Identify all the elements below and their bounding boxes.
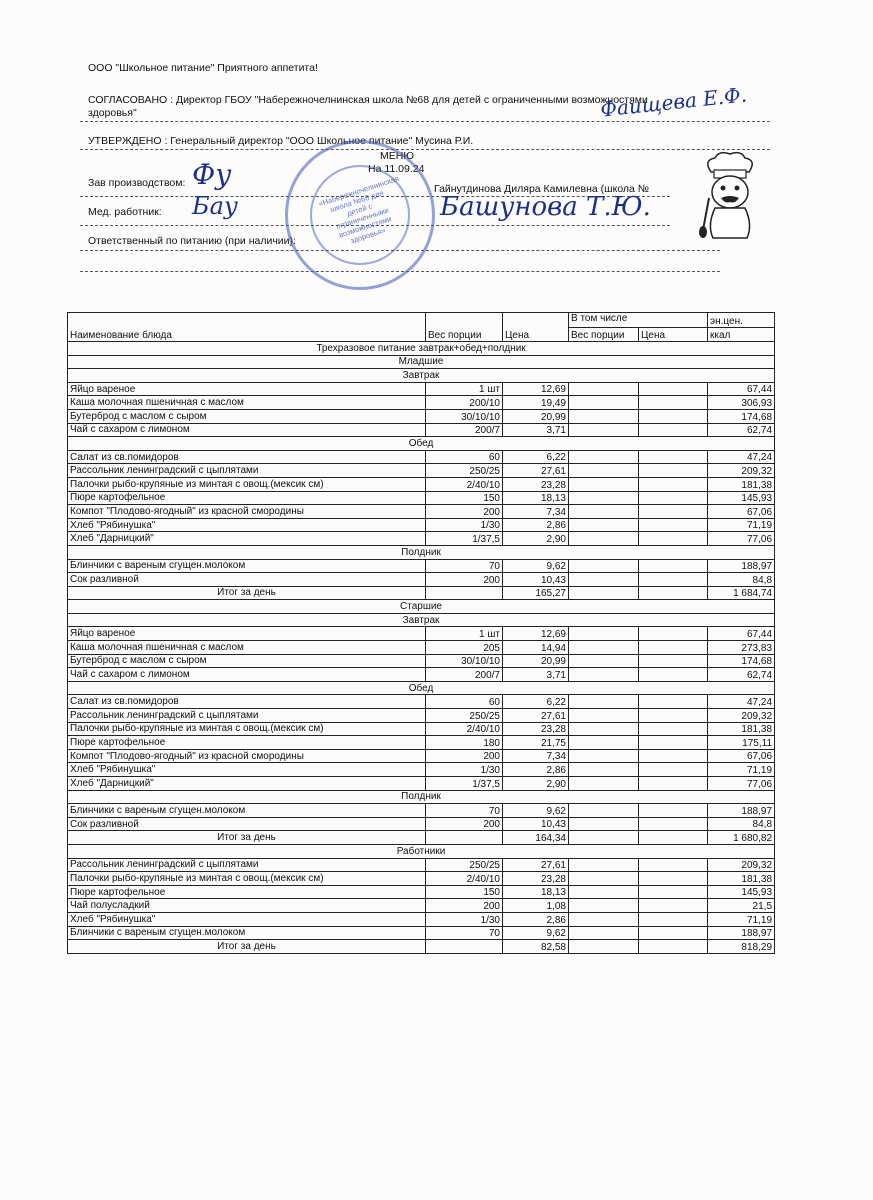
dish-name: Чай с сахаром с лимоном	[68, 668, 426, 682]
energy-kcal: 145,93	[708, 491, 775, 505]
table-row	[68, 532, 775, 546]
energy-kcal: 188,97	[708, 804, 775, 818]
portion-weight: 1/37,5	[426, 532, 503, 546]
total-row	[68, 940, 775, 954]
included-price	[639, 777, 708, 791]
group-seniors	[68, 600, 775, 614]
portion-weight: 200	[426, 505, 503, 519]
total-included-weight	[569, 831, 639, 845]
portion-weight: 200/7	[426, 423, 503, 437]
table-row	[68, 899, 775, 913]
energy-kcal: 47,24	[708, 695, 775, 709]
included-weight	[569, 709, 639, 723]
included-weight	[569, 532, 639, 546]
energy-kcal: 181,38	[708, 872, 775, 886]
section-label: Завтрак	[68, 613, 775, 627]
portion-weight: 1/30	[426, 518, 503, 532]
included-weight	[569, 641, 639, 655]
price: 23,28	[503, 872, 569, 886]
director-signature: Фаищева Е.Ф.	[599, 82, 748, 122]
total-price: 165,27	[503, 586, 569, 600]
energy-kcal: 77,06	[708, 532, 775, 546]
divider	[80, 149, 770, 150]
included-weight	[569, 382, 639, 396]
energy-kcal: 47,24	[708, 450, 775, 464]
meal-breakfast	[68, 369, 775, 383]
table-row	[68, 885, 775, 899]
dish-name: Компот "Плодово-ягодный" из красной смородины	[68, 749, 426, 763]
table-row	[68, 450, 775, 464]
table-row	[68, 396, 775, 410]
price: 10,43	[503, 817, 569, 831]
included-weight	[569, 654, 639, 668]
energy-kcal: 188,97	[708, 926, 775, 940]
table-row	[68, 409, 775, 423]
dish-name: Пюре картофельное	[68, 736, 426, 750]
dish-name: Хлеб "Рябинушка"	[68, 912, 426, 926]
energy-kcal: 174,68	[708, 654, 775, 668]
section-label: Работники	[68, 844, 775, 858]
medic-signature-initials: Бау	[192, 192, 238, 220]
price: 6,22	[503, 450, 569, 464]
included-price	[639, 559, 708, 573]
dish-name: Салат из св.помидоров	[68, 695, 426, 709]
included-price	[639, 382, 708, 396]
portion-weight: 60	[426, 450, 503, 464]
price: 27,61	[503, 858, 569, 872]
price: 3,71	[503, 668, 569, 682]
stamp-text: «Набережночелнинская школа №68 для детей с ограниченными возможностями здоровья»	[317, 173, 400, 246]
included-price	[639, 912, 708, 926]
included-price	[639, 668, 708, 682]
production-label: Зав производством:	[88, 177, 186, 189]
price: 18,13	[503, 885, 569, 899]
included-weight	[569, 912, 639, 926]
menu-title: МЕНЮ	[380, 150, 414, 162]
portion-weight: 250/25	[426, 858, 503, 872]
dish-name: Компот "Плодово-ягодный" из красной смородины	[68, 505, 426, 519]
menu-date: На 11.09.24	[368, 163, 425, 175]
included-weight	[569, 695, 639, 709]
section-label: Обед	[68, 681, 775, 695]
price: 9,62	[503, 804, 569, 818]
total-row	[68, 586, 775, 600]
portion-weight: 150	[426, 885, 503, 899]
chef-icon	[697, 150, 763, 240]
included-price	[639, 749, 708, 763]
table-row	[68, 804, 775, 818]
total-label: Итог за день	[68, 831, 426, 845]
included-weight	[569, 464, 639, 478]
table-row	[68, 736, 775, 750]
dish-name: Блинчики с вареным сгущен.молоком	[68, 926, 426, 940]
portion-weight: 2/40/10	[426, 722, 503, 736]
header-included-weight: Вес порции	[569, 327, 639, 342]
portion-weight: 1 шт	[426, 627, 503, 641]
dish-name: Яйцо вареное	[68, 627, 426, 641]
header-kcal: эн.цен.	[708, 313, 775, 328]
table-row	[68, 668, 775, 682]
energy-kcal: 181,38	[708, 722, 775, 736]
included-price	[639, 573, 708, 587]
included-price	[639, 695, 708, 709]
table-row	[68, 777, 775, 791]
portion-weight: 205	[426, 641, 503, 655]
dish-name: Яйцо вареное	[68, 382, 426, 396]
table-row	[68, 382, 775, 396]
table-row	[68, 491, 775, 505]
dish-name: Пюре картофельное	[68, 491, 426, 505]
section-label: Старшие	[68, 600, 775, 614]
price: 20,99	[503, 654, 569, 668]
group-workers	[68, 844, 775, 858]
included-weight	[569, 450, 639, 464]
table-row	[68, 722, 775, 736]
header-weight: Вес порции	[426, 313, 503, 342]
portion-weight: 200/10	[426, 396, 503, 410]
included-price	[639, 627, 708, 641]
energy-kcal: 84,8	[708, 817, 775, 831]
price: 12,69	[503, 382, 569, 396]
included-price	[639, 409, 708, 423]
total-label: Итог за день	[68, 586, 426, 600]
included-weight	[569, 477, 639, 491]
price: 6,22	[503, 695, 569, 709]
portion-weight: 2/40/10	[426, 872, 503, 886]
energy-kcal: 71,19	[708, 763, 775, 777]
table-row	[68, 464, 775, 478]
included-weight	[569, 804, 639, 818]
included-weight	[569, 505, 639, 519]
included-weight	[569, 627, 639, 641]
portion-weight: 60	[426, 695, 503, 709]
portion-weight: 200/7	[426, 668, 503, 682]
included-price	[639, 464, 708, 478]
dish-name: Чай полусладкий	[68, 899, 426, 913]
table-row	[68, 423, 775, 437]
medic-label: Мед. работник:	[88, 206, 162, 218]
dish-name: Салат из св.помидоров	[68, 450, 426, 464]
section-label: Полдник	[68, 545, 775, 559]
dish-name: Бутерброд с маслом с сыром	[68, 409, 426, 423]
header-included-price: Цена	[639, 327, 708, 342]
menu-title-row	[68, 342, 775, 356]
total-kcal: 1 684,74	[708, 586, 775, 600]
included-price	[639, 926, 708, 940]
energy-kcal: 188,97	[708, 559, 775, 573]
energy-kcal: 67,06	[708, 505, 775, 519]
total-kcal: 818,29	[708, 940, 775, 954]
portion-weight: 70	[426, 926, 503, 940]
included-weight	[569, 559, 639, 573]
energy-kcal: 175,11	[708, 736, 775, 750]
approved-line-2: здоровья"	[88, 107, 137, 119]
portion-weight: 250/25	[426, 709, 503, 723]
portion-weight: 70	[426, 559, 503, 573]
table-row	[68, 654, 775, 668]
included-weight	[569, 423, 639, 437]
included-weight	[569, 858, 639, 872]
included-price	[639, 518, 708, 532]
total-included-weight	[569, 586, 639, 600]
table-row	[68, 912, 775, 926]
price: 14,94	[503, 641, 569, 655]
included-weight	[569, 396, 639, 410]
table-row	[68, 763, 775, 777]
price: 3,71	[503, 423, 569, 437]
included-weight	[569, 899, 639, 913]
price: 18,13	[503, 491, 569, 505]
total-included-price	[639, 831, 708, 845]
included-weight	[569, 817, 639, 831]
total-weight	[426, 586, 503, 600]
included-weight	[569, 518, 639, 532]
price: 9,62	[503, 926, 569, 940]
portion-weight: 1/30	[426, 763, 503, 777]
included-weight	[569, 763, 639, 777]
included-price	[639, 872, 708, 886]
included-price	[639, 709, 708, 723]
price: 1,08	[503, 899, 569, 913]
total-price: 164,34	[503, 831, 569, 845]
included-weight	[569, 777, 639, 791]
energy-kcal: 21,5	[708, 899, 775, 913]
included-price	[639, 423, 708, 437]
portion-weight: 180	[426, 736, 503, 750]
included-weight	[569, 736, 639, 750]
production-name: Гайнутдинова Диляра Камилевна (школа №	[434, 183, 650, 195]
divider	[80, 121, 770, 122]
portion-weight: 200	[426, 573, 503, 587]
group-juniors	[68, 355, 775, 369]
portion-weight: 1/30	[426, 912, 503, 926]
table-row	[68, 709, 775, 723]
price: 19,49	[503, 396, 569, 410]
portion-weight: 1 шт	[426, 382, 503, 396]
medic-signature: Башунова Т.Ю.	[440, 192, 651, 222]
dish-name: Каша молочная пшеничная с маслом	[68, 641, 426, 655]
total-included-price	[639, 940, 708, 954]
included-price	[639, 858, 708, 872]
price: 2,90	[503, 532, 569, 546]
total-included-price	[639, 586, 708, 600]
table-row	[68, 695, 775, 709]
dish-name: Палочки рыбо-крупяные из минтая с овощ.(мексик см)	[68, 477, 426, 491]
energy-kcal: 67,44	[708, 627, 775, 641]
total-price: 82,58	[503, 940, 569, 954]
energy-kcal: 62,74	[708, 668, 775, 682]
included-weight	[569, 573, 639, 587]
included-price	[639, 532, 708, 546]
price: 2,86	[503, 912, 569, 926]
price: 21,75	[503, 736, 569, 750]
price: 7,34	[503, 749, 569, 763]
portion-weight: 200	[426, 899, 503, 913]
section-label: Обед	[68, 437, 775, 451]
price: 23,28	[503, 722, 569, 736]
price: 9,62	[503, 559, 569, 573]
included-price	[639, 804, 708, 818]
section-label: Трехразовое питание завтрак+обед+полдник	[68, 342, 775, 356]
meal-breakfast	[68, 613, 775, 627]
included-weight	[569, 926, 639, 940]
included-price	[639, 491, 708, 505]
included-weight	[569, 749, 639, 763]
dish-name: Хлеб "Дарницкий"	[68, 532, 426, 546]
meal-lunch	[68, 437, 775, 451]
included-weight	[569, 668, 639, 682]
energy-kcal: 209,32	[708, 464, 775, 478]
meal-snack	[68, 545, 775, 559]
included-weight	[569, 885, 639, 899]
included-weight	[569, 722, 639, 736]
included-weight	[569, 409, 639, 423]
total-row	[68, 831, 775, 845]
meal-snack	[68, 790, 775, 804]
table-header-row	[68, 313, 775, 328]
portion-weight: 30/10/10	[426, 409, 503, 423]
total-weight	[426, 940, 503, 954]
table-row	[68, 518, 775, 532]
energy-kcal: 84,8	[708, 573, 775, 587]
energy-kcal: 71,19	[708, 912, 775, 926]
portion-weight: 70	[426, 804, 503, 818]
energy-kcal: 145,93	[708, 885, 775, 899]
price: 12,69	[503, 627, 569, 641]
portion-weight: 250/25	[426, 464, 503, 478]
dish-name: Хлеб "Рябинушка"	[68, 763, 426, 777]
included-price	[639, 477, 708, 491]
dish-name: Хлеб "Дарницкий"	[68, 777, 426, 791]
dish-name: Сок разливной	[68, 817, 426, 831]
energy-kcal: 306,93	[708, 396, 775, 410]
energy-kcal: 181,38	[708, 477, 775, 491]
included-price	[639, 450, 708, 464]
energy-kcal: 67,06	[708, 749, 775, 763]
included-price	[639, 396, 708, 410]
price: 27,61	[503, 709, 569, 723]
total-weight	[426, 831, 503, 845]
portion-weight: 30/10/10	[426, 654, 503, 668]
included-price	[639, 505, 708, 519]
table-row	[68, 641, 775, 655]
dish-name: Блинчики с вареным сгущен.молоком	[68, 559, 426, 573]
price: 2,86	[503, 518, 569, 532]
included-price	[639, 763, 708, 777]
portion-weight: 1/37,5	[426, 777, 503, 791]
section-label: Младшие	[68, 355, 775, 369]
energy-kcal: 67,44	[708, 382, 775, 396]
dish-name: Сок разливной	[68, 573, 426, 587]
included-price	[639, 654, 708, 668]
dish-name: Рассольник ленинградский с цыплятами	[68, 709, 426, 723]
included-price	[639, 885, 708, 899]
energy-kcal: 77,06	[708, 777, 775, 791]
included-price	[639, 722, 708, 736]
approved-line-1: СОГЛАСОВАНО : Директор ГБОУ "Набережночелнинская школа №68 для детей с ограниченными возможностями	[88, 94, 648, 106]
portion-weight: 200	[426, 749, 503, 763]
table-row	[68, 749, 775, 763]
table-row	[68, 573, 775, 587]
energy-kcal: 71,19	[708, 518, 775, 532]
dish-name: Пюре картофельное	[68, 885, 426, 899]
dish-name: Палочки рыбо-крупяные из минтая с овощ.(мексик см)	[68, 872, 426, 886]
company-line: ООО "Школьное питание" Приятного аппетита!	[88, 62, 318, 74]
table-row	[68, 858, 775, 872]
portion-weight: 150	[426, 491, 503, 505]
table-row	[68, 477, 775, 491]
dish-name: Каша молочная пшеничная с маслом	[68, 396, 426, 410]
included-price	[639, 736, 708, 750]
price: 10,43	[503, 573, 569, 587]
dish-name: Хлеб "Рябинушка"	[68, 518, 426, 532]
price: 2,86	[503, 763, 569, 777]
header-price: Цена	[503, 313, 569, 342]
round-stamp	[285, 140, 435, 290]
header-kcal-unit: ккал	[708, 327, 775, 342]
responsible-label: Ответственный по питанию (при наличии):	[88, 235, 296, 247]
price: 20,99	[503, 409, 569, 423]
table-row	[68, 926, 775, 940]
included-price	[639, 817, 708, 831]
table-row	[68, 872, 775, 886]
header-name: Наименование блюда	[68, 313, 426, 342]
price: 27,61	[503, 464, 569, 478]
table-row	[68, 817, 775, 831]
dish-name: Бутерброд с маслом с сыром	[68, 654, 426, 668]
energy-kcal: 174,68	[708, 409, 775, 423]
dish-name: Рассольник ленинградский с цыплятами	[68, 858, 426, 872]
portion-weight: 200	[426, 817, 503, 831]
energy-kcal: 209,32	[708, 858, 775, 872]
header-included: В том числе	[569, 313, 708, 328]
section-label: Полдник	[68, 790, 775, 804]
menu-table	[67, 312, 775, 954]
included-price	[639, 899, 708, 913]
table-row	[68, 627, 775, 641]
table-row	[68, 505, 775, 519]
energy-kcal: 273,83	[708, 641, 775, 655]
energy-kcal: 209,32	[708, 709, 775, 723]
energy-kcal: 62,74	[708, 423, 775, 437]
price: 2,90	[503, 777, 569, 791]
price: 7,34	[503, 505, 569, 519]
portion-weight: 2/40/10	[426, 477, 503, 491]
table-row	[68, 559, 775, 573]
production-signature: Фу	[192, 158, 232, 191]
total-label: Итог за день	[68, 940, 426, 954]
section-label: Завтрак	[68, 369, 775, 383]
dish-name: Чай с сахаром с лимоном	[68, 423, 426, 437]
dish-name: Рассольник ленинградский с цыплятами	[68, 464, 426, 478]
price: 23,28	[503, 477, 569, 491]
meal-lunch	[68, 681, 775, 695]
included-weight	[569, 491, 639, 505]
dish-name: Палочки рыбо-крупяные из минтая с овощ.(мексик см)	[68, 722, 426, 736]
total-kcal: 1 680,82	[708, 831, 775, 845]
confirmed-line: УТВЕРЖДЕНО : Генеральный директор "ООО Школьное питание" Мусина Р.И.	[88, 135, 474, 147]
included-price	[639, 641, 708, 655]
total-included-weight	[569, 940, 639, 954]
included-weight	[569, 872, 639, 886]
dish-name: Блинчики с вареным сгущен.молоком	[68, 804, 426, 818]
